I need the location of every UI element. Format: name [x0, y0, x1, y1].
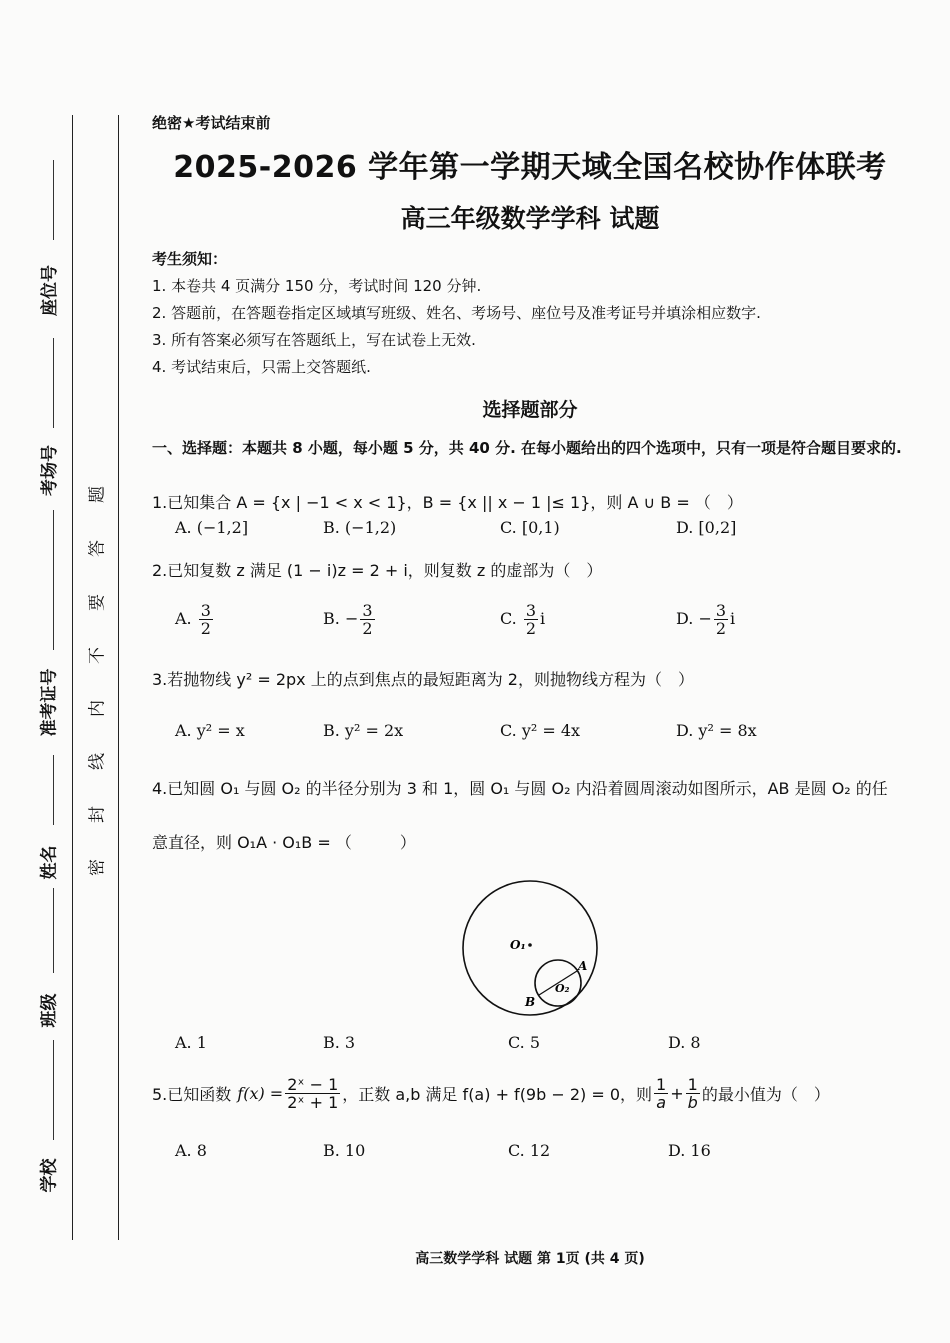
exam-subtitle: 高三年级数学学科 试题	[400, 204, 660, 233]
denominator: 2	[200, 619, 211, 638]
name-blank	[53, 755, 54, 825]
notice-item: 2. 答题前，在答题卷指定区域填写班级、姓名、考场号、座位号及准考证号并填涂相应数字.	[152, 304, 761, 322]
q1-option-a: A. (−1,2]	[175, 518, 249, 537]
class-label: 班级	[39, 993, 60, 1028]
notice-item: 1. 本卷共 4 页满分 150 分，考试时间 120 分钟.	[152, 277, 482, 295]
label-b: B	[525, 995, 536, 1009]
fraction	[360, 602, 374, 637]
seal-char: 要	[87, 594, 108, 611]
numerator: 3	[525, 601, 537, 620]
seat-blank	[53, 160, 54, 240]
center-o1	[528, 943, 532, 947]
q5-prefix: 5.已知函数	[152, 1085, 232, 1104]
numerator: 1	[656, 1075, 667, 1094]
q3-option-a: A. y² = x	[175, 721, 245, 740]
q5-tail: 的最小值为（ ）	[701, 1085, 830, 1104]
seal-char: 内	[87, 700, 108, 717]
seal-char: 答	[87, 540, 108, 557]
q5-option-b: B. 10	[323, 1141, 366, 1160]
q5-fraction-1a	[654, 1076, 668, 1111]
label-o1: O₁	[510, 938, 526, 952]
class-blank	[53, 888, 54, 973]
label-a: A	[578, 959, 588, 973]
q2-stem: 2.已知复数 z 满足 (1 − i)z = 2 + i，则复数 z 的虚部为（ ）	[152, 561, 603, 580]
binding-line-outer	[72, 115, 73, 1240]
name-label: 姓名	[39, 845, 60, 880]
q5-option-a: A. 8	[175, 1141, 207, 1160]
option-label: C.	[500, 609, 517, 628]
seat-label: 座位号	[40, 265, 60, 316]
q5-middle: ，正数 a,b 满足 f(a) + f(9b − 2) = 0，则	[342, 1085, 653, 1104]
q3-stem: 3.若抛物线 y² = 2px 上的点到焦点的最短距离为 2，则抛物线方程为（ ）	[152, 670, 694, 689]
q1-stem: 1.已知集合 A = {x | −1 < x < 1}，B = {x || x − 1 |≤ 1}，则 A ∪ B = （ ）	[152, 493, 743, 512]
option-sign: −	[344, 609, 359, 628]
option-label: D.	[676, 609, 694, 628]
denominator: a	[656, 1093, 667, 1112]
q2-option-a	[175, 602, 215, 637]
denominator: b	[687, 1093, 698, 1112]
numerator: 2ˣ − 1	[287, 1075, 339, 1094]
q5-plus: +	[670, 1084, 684, 1103]
q3-option-d: D. y² = 8x	[676, 721, 757, 740]
notice-item: 3. 所有答案必须写在答题纸上，写在试卷上无效.	[152, 331, 476, 349]
label-o2: O₂	[555, 982, 570, 995]
room-blank	[53, 338, 54, 428]
q1-option-d: D. [0,2]	[676, 518, 737, 537]
exam-title: 2025-2026 学年第一学期天域全国名校协作体联考	[173, 150, 887, 185]
denominator: 2	[525, 619, 537, 638]
seal-char: 封	[87, 806, 108, 823]
q2-option-d	[676, 602, 735, 637]
page-footer: 高三数学学科 试题 第 1页 (共 4 页)	[415, 1251, 645, 1267]
section-intro: 一、选择题：本题共 8 小题，每小题 5 分，共 40 分. 在每小题给出的四个选项中，只有一项是符合题目要求的.	[152, 439, 902, 457]
q4-option-a: A. 1	[175, 1033, 207, 1052]
q4-option-d: D. 8	[668, 1033, 701, 1052]
q1-option-c: C. [0,1)	[500, 518, 560, 537]
q5-option-c: C. 12	[508, 1141, 551, 1160]
q2-option-c	[500, 602, 545, 637]
binding-line-inner	[118, 115, 119, 1240]
q3-option-c: C. y² = 4x	[500, 721, 581, 740]
q4-option-b: B. 3	[323, 1033, 356, 1052]
option-sign: −	[698, 609, 712, 628]
denominator: 2ˣ + 1	[287, 1093, 339, 1112]
school-blank	[53, 1040, 54, 1140]
fraction	[199, 602, 213, 637]
denominator: 2	[362, 619, 373, 638]
q1-option-b: B. (−1,2)	[323, 518, 397, 537]
notice-heading: 考生须知：	[152, 250, 228, 268]
ticket-blank	[53, 510, 54, 650]
option-suffix: i	[540, 609, 546, 628]
numerator: 3	[362, 601, 373, 620]
fraction	[714, 602, 728, 637]
option-suffix: i	[730, 609, 736, 628]
numerator: 3	[200, 601, 211, 620]
secret-tag: 绝密★考试结束前	[152, 114, 271, 132]
q2-option-b	[323, 602, 377, 637]
room-label: 考场号	[40, 445, 60, 496]
fraction	[524, 602, 538, 637]
ticket-label: 准考证号	[39, 668, 60, 737]
numerator: 3	[715, 601, 727, 620]
q4-stem-line2: 意直径，则 O₁A · O₁B = （ ）	[152, 833, 416, 852]
q5-option-d: D. 16	[668, 1141, 711, 1160]
q3-option-b: B. y² = 2x	[323, 721, 404, 740]
option-label: B.	[323, 609, 340, 628]
seal-char: 题	[87, 486, 108, 503]
q5-stem	[152, 1076, 830, 1111]
q5-fraction-1b	[686, 1076, 700, 1111]
q4-figure	[455, 878, 605, 1018]
seal-char: 不	[87, 647, 108, 664]
seal-char: 密	[87, 859, 108, 876]
option-label: A.	[175, 609, 192, 628]
q4-stem-line1: 4.已知圆 O₁ 与圆 O₂ 的半径分别为 3 和 1，圆 O₁ 与圆 O₂ 内沿着圆周滚动如图所示，AB 是圆 O₂ 的任	[152, 779, 888, 798]
denominator: 2	[715, 619, 727, 638]
q4-option-c: C. 5	[508, 1033, 541, 1052]
q5-fx: f(x) =	[237, 1084, 284, 1103]
numerator: 1	[687, 1075, 698, 1094]
notice-item: 4. 考试结束后，只需上交答题纸.	[152, 358, 371, 376]
seal-char: 线	[87, 753, 108, 770]
school-label: 学校	[39, 1158, 60, 1193]
section-title: 选择题部分	[482, 399, 578, 421]
q5-function-fraction	[285, 1076, 340, 1111]
